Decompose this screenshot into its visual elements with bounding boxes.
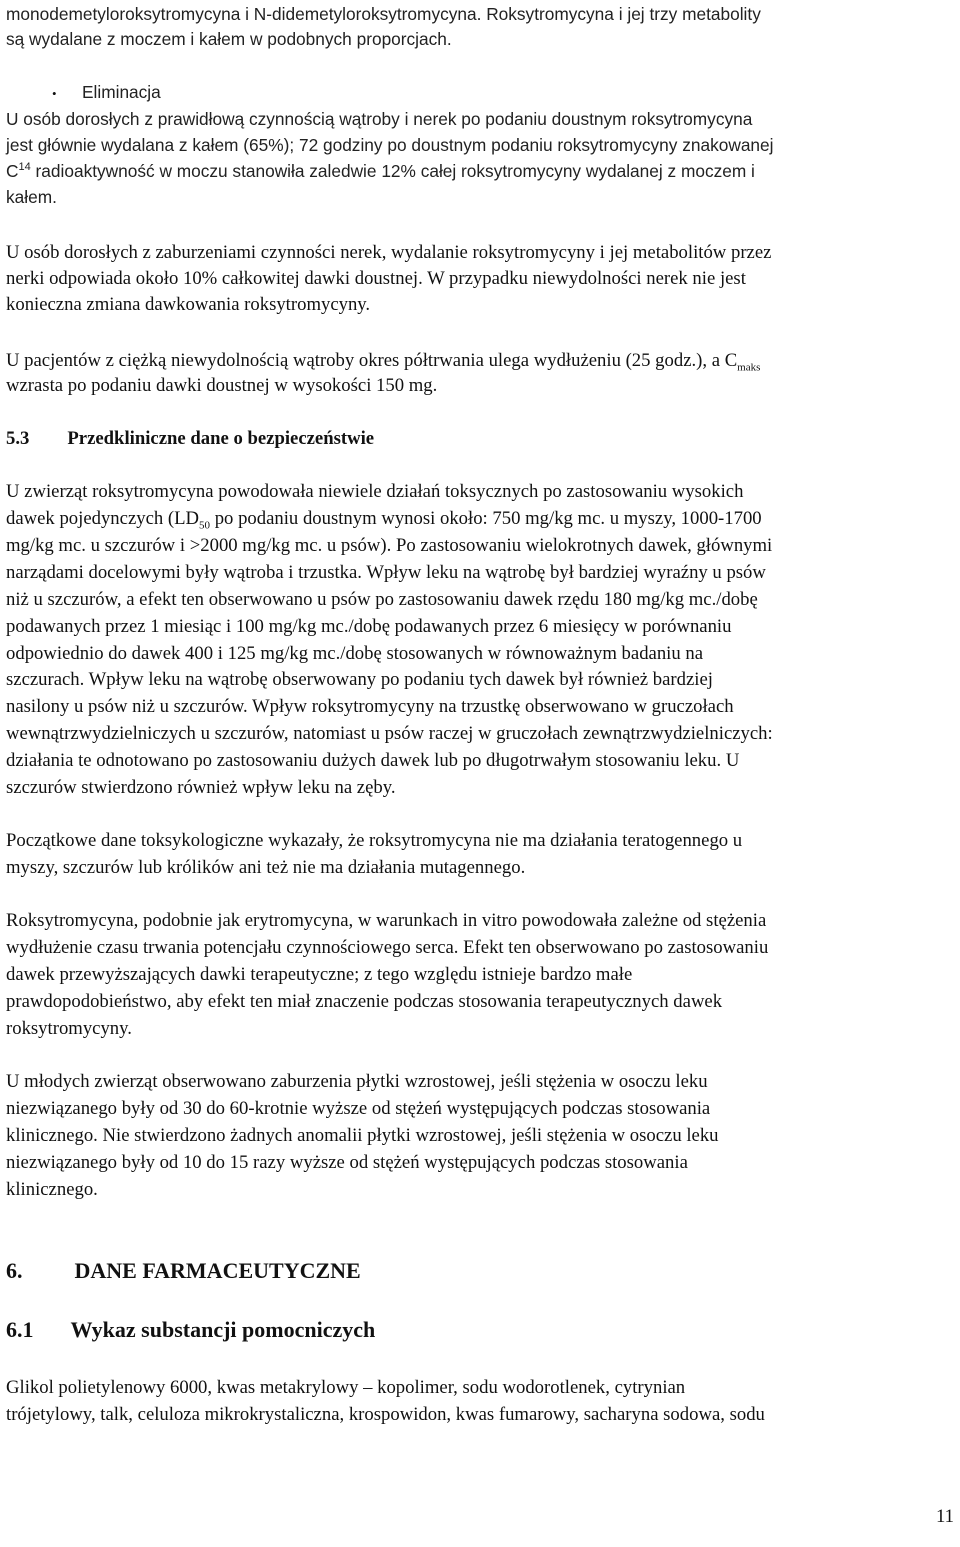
text-line: prawdopodobieństwo, aby efekt ten miał znaczenie podczas stosowania terapeutycznych dawek	[6, 991, 723, 1012]
text-fragment: C	[6, 161, 19, 181]
text-line: wzrasta po podaniu dawki doustnej w wysokości 150 mg.	[6, 375, 438, 396]
text-line: klinicznego. Nie stwierdzono żadnych anomalii płytki wzrostowej, jeśli stężenia w osoczu leku	[6, 1125, 719, 1146]
section-number: 5.3	[6, 428, 30, 449]
text-line: monodemetyloroksytromycyna i N-didemetyloroksytromycyna. Roksytromycyna i jej trzy metabolity	[6, 4, 761, 24]
text-line: wewnątrzwydzielniczych u szczurów, natomiast u psów raczej w gruczołach zewnątrzwydzielniczych:	[6, 723, 773, 744]
section-title: DANE FARMACEUTYCZNE	[74, 1258, 361, 1283]
text-line	[6, 507, 762, 531]
text-line: kałem.	[6, 187, 57, 207]
section-heading-6-1	[6, 1318, 375, 1342]
text-line: nasilony u psów niż u szczurów. Wpływ roksytromycyny na trzustkę obserwowano w gruczołach	[6, 696, 734, 717]
text-line: Glikol polietylenowy 6000, kwas metakrylowy – kopolimer, sodu wodorotlenek, cytrynian	[6, 1377, 686, 1398]
section-number: 6.1	[6, 1317, 34, 1342]
text-line	[6, 349, 760, 373]
text-line: klinicznego.	[6, 1179, 98, 1200]
text-line: jest głównie wydalana z kałem (65%); 72 godziny po doustnym podaniu roksytromycyny znakowanej	[6, 135, 774, 155]
page-number: 11	[936, 1506, 954, 1527]
section-heading-6	[6, 1259, 361, 1283]
text-line: niż u szczurów, a efekt ten obserwowano u psów po zastosowaniu dawek rzędu 180 mg/kg mc./dobę	[6, 589, 758, 610]
text-fragment: U pacjentów z ciężką niewydolnością wątroby okres półtrwania ulega wydłużeniu (25 godz.), a C	[6, 350, 738, 371]
text-line: niezwiązanego były od 30 do 60-krotnie wyższe od stężeń występujących podczas stosowania	[6, 1098, 711, 1119]
text-fragment: po podaniu doustnym wynosi około: 750 mg/kg mc. u myszy, 1000-1700	[210, 508, 762, 529]
text-line: szczurów stwierdzono również wpływ leku na zęby.	[6, 777, 396, 798]
text-line: myszy, szczurów lub królików ani też nie ma działania mutagennego.	[6, 857, 526, 878]
text-line: U osób dorosłych z prawidłową czynnością wątroby i nerek po podaniu doustnym roksytromycyna	[6, 109, 753, 129]
section-heading-5-3	[6, 427, 374, 451]
text-line: trójetylowy, talk, celuloza mikrokrystaliczna, krospowidon, kwas fumarowy, sacharyna sodowa, sodu	[6, 1404, 765, 1425]
text-line: dawek przewyższających dawki terapeutyczne; z tego względu istnieje bardzo małe	[6, 964, 633, 985]
section-title: Przedkliniczne dane o bezpieczeństwie	[67, 428, 375, 449]
section-number: 6.	[6, 1258, 23, 1283]
text-fragment: dawek pojedynczych (LD	[6, 508, 200, 529]
subscript: 50	[199, 519, 211, 532]
text-line: Początkowe dane toksykologiczne wykazały, że roksytromycyna nie ma działania teratogennego u	[6, 830, 743, 851]
text-line: narządami docelowymi były wątroba i trzustka. Wpływ leku na wątrobę był bardziej wyraźny u psów	[6, 562, 766, 583]
text-line: konieczna zmiana dawkowania roksytromycyny.	[6, 294, 371, 315]
text-fragment: radioaktywność w moczu stanowiła zaledwie 12% całej roksytromycyny wydalanej z moczem i	[30, 161, 755, 181]
text-line: odpowiednio do dawek 400 i 125 mg/kg mc./dobę stosowanych w równoważnym badaniu na	[6, 643, 704, 664]
text-line: wydłużenie czasu trwania potencjału czynnościowego serca. Efekt ten obserwowano po zastosowaniu	[6, 937, 769, 958]
text-line: niezwiązanego były od 10 do 15 razy wyższe od stężeń występujących podczas stosowania	[6, 1152, 688, 1173]
text-line: mg/kg mc. u szczurów i >2000 mg/kg mc. u psów). Po zastosowaniu wielokrotnych dawek, głównymi	[6, 535, 773, 556]
text-line: Roksytromycyna, podobnie jak erytromycyna, w warunkach in vitro powodowała zależne od stężenia	[6, 910, 767, 931]
bullet-icon: •	[52, 86, 57, 101]
text-line: nerki odpowiada około 10% całkowitej dawki doustnej. W przypadku niewydolności nerek nie jest	[6, 268, 746, 289]
text-line: U osób dorosłych z zaburzeniami czynności nerek, wydalanie roksytromycyny i jej metabolitów przez	[6, 242, 772, 263]
text-line: podawanych przez 1 miesiąc i 100 mg/kg mc./dobę podawanych przez 6 miesięcy w porównaniu	[6, 616, 732, 637]
text-line	[6, 159, 755, 183]
section-heading-eliminacja: Eliminacja	[82, 82, 161, 102]
text-line: U zwierząt roksytromycyna powodowała niewiele działań toksycznych po zastosowaniu wysokich	[6, 481, 744, 502]
text-line: działania te odnotowano po zastosowaniu dużych dawek lub po długotrwałym stosowaniu leku. U	[6, 750, 740, 771]
text-line: roksytromycyny.	[6, 1018, 132, 1039]
superscript: 14	[18, 161, 31, 174]
subscript: maks	[737, 361, 761, 374]
section-title: Wykaz substancji pomocniczych	[70, 1317, 376, 1342]
text-line: są wydalane z moczem i kałem w podobnych proporcjach.	[6, 29, 452, 49]
text-line: szczurach. Wpływ leku na wątrobę obserwowany po podaniu tych dawek był również bardziej	[6, 669, 713, 690]
text-line: U młodych zwierząt obserwowano zaburzenia płytki wzrostowej, jeśli stężenia w osoczu leku	[6, 1071, 708, 1092]
